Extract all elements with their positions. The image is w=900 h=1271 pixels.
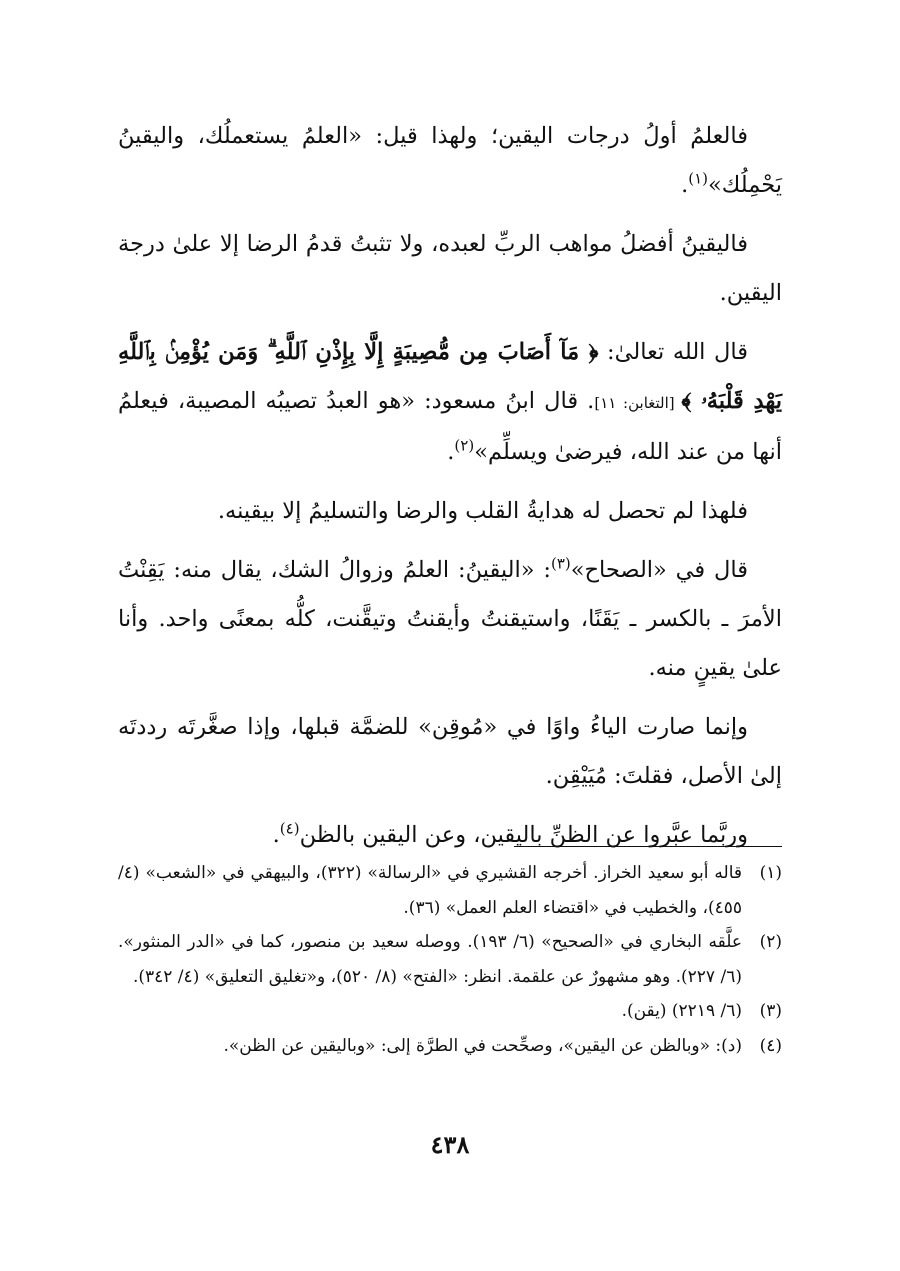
footnote-text: (د): «وبالظن عن اليقين»، وصحِّحت في الطرَّة إلى: «وباليقين عن الظن». [223, 1035, 742, 1056]
paragraph-7 [118, 811, 782, 860]
footnote-text: قاله أبو سعيد الخراز. أخرجه القشيري في «الرسالة» (٣٢٢)، والبيهقي في «الشعب» (٤/ ٤٥٥)، والخطيب في «اقتضاء العلم العمل» (٣٦). [118, 863, 742, 918]
paragraph-end: . [447, 439, 455, 465]
paragraph-text: فلهذا لم تحصل له هدايةُ القلب والرضا والتسليمُ إلا بيقينه. [217, 498, 748, 524]
paragraph-text: وإنما صارت الياءُ واوًا في «مُوقِن» للضمَّة قبلها، وإذا صغَّرتَه رددتَه إلىٰ الأصل، فقلتَ: مُيَيْقِن. [118, 714, 782, 789]
footnote-ref-4[interactable]: (٤) [279, 819, 300, 838]
footnote-4 [118, 1029, 782, 1064]
paragraph-6 [118, 703, 782, 801]
paragraph-5 [118, 546, 782, 693]
paragraph-end: . [681, 172, 689, 198]
quran-verse: ﴿ مَآ أَصَابَ مِن مُّصِيبَةٍ إِلَّا بِإِذْنِ ٱللَّهِ ۗ وَمَن يُؤْمِنۢ بِٱللَّهِ يَهْدِ قَلْبَهُۥ ﴾ [118, 339, 782, 414]
paragraph-text: : «اليقينُ: العلمُ وزوالُ الشك، يقال منه: يَقِنْتُ الأمرَ ـ بالكسر ـ يَقَنًا، واستيقنتُ وأيقنتُ وتيقَّنت، كلُّه بمعنًى واحد. وأنا علىٰ يقينٍ منه. [118, 557, 782, 681]
footnotes [118, 856, 782, 1063]
footnote-divider [514, 846, 782, 847]
paragraph-text: فالعلمُ أولُ درجات اليقين؛ ولهذا قيل: «العلمُ يستعملُك، واليقينُ يَحْمِلُك» [118, 123, 782, 198]
footnote-number: (٤) [759, 1035, 782, 1056]
main-text [118, 112, 782, 860]
footnote-text: علَّقه البخاري في «الصحيح» (٦/ ١٩٣). ووصله سعيد بن منصور، كما في «الدر المنثور». (٦/ ٢٢٧). وهو مشهورٌ عن علقمة. انظر: «الفتح» (٨/ ٥٢٠)، و«تغليق التعليق» (٤/ ٣٤٢). [118, 932, 742, 987]
footnote-3 [118, 994, 782, 1029]
paragraph-text: . قال ابنُ مسعود: «هو العبدُ تصيبُه المصيبة، فيعلمُ أنها من عند الله، فيرضىٰ ويسلِّم» [118, 388, 782, 465]
paragraph-text: وربَّما عبَّروا عن الظنِّ باليقين، وعن اليقين بالظن [299, 822, 748, 848]
footnote-text: (٦/ ٢٢١٩) (يقن). [621, 1001, 742, 1021]
paragraph-4 [118, 487, 782, 536]
paragraph-text: فاليقينُ أفضلُ مواهب الربِّ لعبده، ولا تثبتُ قدمُ الرضا إلا علىٰ درجة اليقين. [118, 231, 782, 306]
paragraph-lead: قال في «الصحاح» [570, 557, 749, 583]
paragraph-1 [118, 112, 782, 210]
page-number: ٤٣٨ [430, 1130, 470, 1159]
paragraph-lead: قال الله تعالىٰ: [598, 339, 748, 365]
verse-reference: [التغابن: ١١] [594, 394, 682, 412]
footnote-number: (١) [759, 863, 782, 883]
footnote-2 [118, 925, 782, 994]
paragraph-3 [118, 328, 782, 477]
paragraph-end: . [272, 822, 280, 848]
footnote-ref-2[interactable]: (٢) [454, 436, 475, 455]
footnote-number: (٣) [759, 1001, 782, 1021]
footnote-1 [118, 856, 782, 925]
paragraph-2 [118, 220, 782, 318]
footnote-ref-1[interactable]: (١) [688, 169, 709, 188]
footnote-number: (٢) [759, 932, 782, 952]
footnote-ref-3[interactable]: (٣) [550, 554, 571, 573]
